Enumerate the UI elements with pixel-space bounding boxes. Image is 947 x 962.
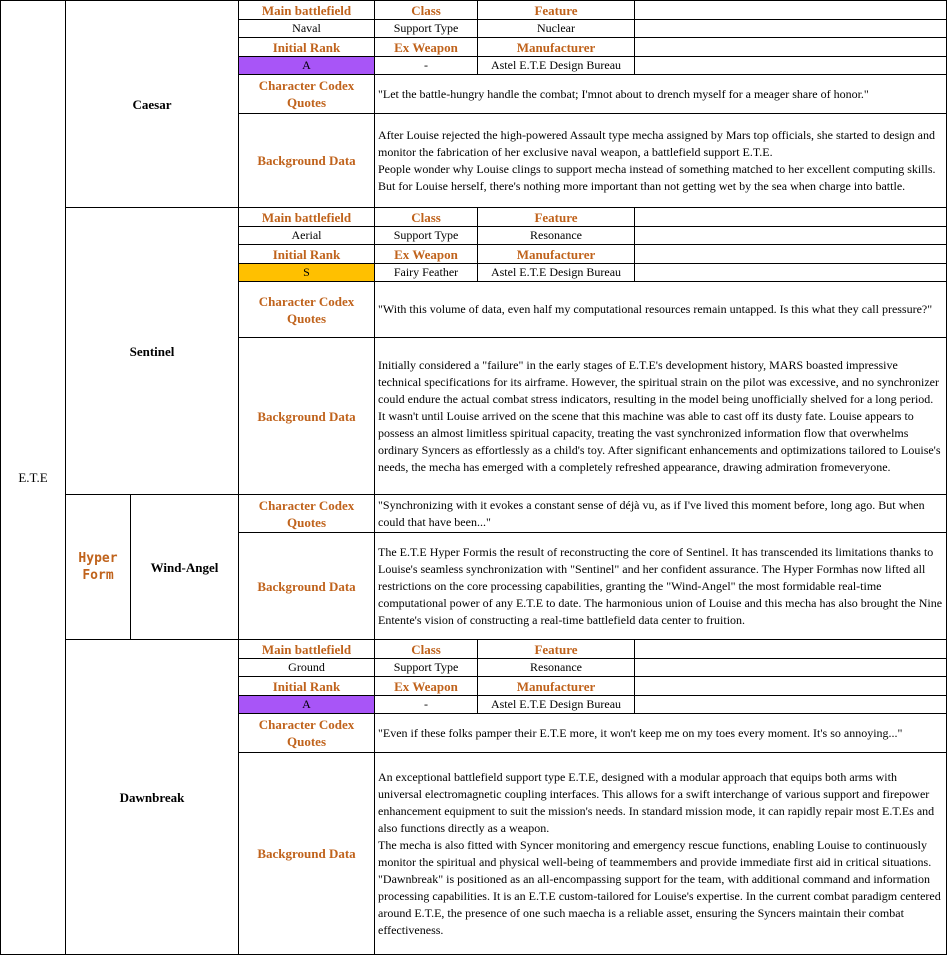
- label-background-data: Background Data: [239, 114, 375, 208]
- codex-quote: "Synchronizing with it evokes a constant sense of déjà vu, as if I've lived this moment before, long ago. But when could that have been...": [375, 495, 947, 533]
- feature-value: Nuclear: [478, 20, 635, 38]
- header-class: Class: [375, 640, 478, 659]
- main-battlefield-value: Naval: [239, 20, 375, 38]
- class-value: Support Type: [375, 20, 478, 38]
- label-background-data: Background Data: [239, 533, 375, 640]
- label-codex-quotes: Character Codex Quotes: [239, 282, 375, 338]
- mech-name-sentinel: Sentinel: [66, 208, 239, 495]
- empty-cell: [635, 640, 947, 659]
- rank-badge: S: [239, 264, 375, 282]
- header-initial-rank: Initial Rank: [239, 677, 375, 696]
- header-feature: Feature: [478, 208, 635, 227]
- header-class: Class: [375, 1, 478, 20]
- background-paragraph: It wasn't until Louise arrived on the scene that this machine was able to cast off its dusty fate. Louise appears to possess an almost limitless spiritual capacity, treating the vast synchronized information flow that overwhelms ordinary Syncers as effortlessly as a child's toy. After significant enhancements and optimizations tailored to Louise's needs, the mecha has emerged with a completely refreshed appearance, drawing admiration fromeveryone.: [378, 408, 941, 474]
- label-codex-quotes: Character Codex Quotes: [239, 75, 375, 114]
- empty-cell: [635, 57, 947, 75]
- header-manufacturer: Manufacturer: [478, 677, 635, 696]
- ex-weapon-value: -: [375, 696, 478, 714]
- ex-weapon-value: Fairy Feather: [375, 264, 478, 282]
- ex-weapon-value: -: [375, 57, 478, 75]
- rank-badge: A: [239, 57, 375, 75]
- empty-cell: [635, 208, 947, 227]
- rank-badge: A: [239, 696, 375, 714]
- background-paragraph: People wonder why Louise clings to support mecha instead of something matched to her excellent computing skills. But for Louise herself, there's nothing more important than not getting wet by the sea when charge into battle.: [378, 161, 936, 193]
- header-class: Class: [375, 208, 478, 227]
- hyper-form-label: Hyper Form: [66, 495, 131, 640]
- manufacturer-value: Astel E.T.E Design Bureau: [478, 696, 635, 714]
- codex-quote: "Let the battle-hungry handle the combat; I'mnot about to drench myself for a meager share of honor.": [375, 75, 947, 114]
- header-manufacturer: Manufacturer: [478, 38, 635, 57]
- header-initial-rank: Initial Rank: [239, 38, 375, 57]
- background-paragraph: Initially considered a "failure" in the early stages of E.T.E's development history, MARS boasted impressive technical specifications for its airframe. However, the spiritual strain on the pilot was excessive, and no synchronizer could endure the actual combat stress indicators, resulting in the model being unofficially shelved for a long period.: [378, 357, 939, 406]
- header-ex-weapon: Ex Weapon: [375, 245, 478, 264]
- main-battlefield-value: Aerial: [239, 227, 375, 245]
- manufacturer-value: Astel E.T.E Design Bureau: [478, 57, 635, 75]
- empty-cell: [635, 245, 947, 264]
- empty-cell: [635, 20, 947, 38]
- label-codex-quotes: Character Codex Quotes: [239, 714, 375, 753]
- header-feature: Feature: [478, 1, 635, 20]
- mech-name-dawnbreak: Dawnbreak: [66, 640, 239, 955]
- feature-value: Resonance: [478, 227, 635, 245]
- empty-cell: [635, 677, 947, 696]
- header-main-battlefield: Main battlefield: [239, 640, 375, 659]
- header-manufacturer: Manufacturer: [478, 245, 635, 264]
- background-text: [375, 753, 947, 955]
- header-ex-weapon: Ex Weapon: [375, 677, 478, 696]
- background-paragraph: "Dawnbreak" is positioned as an all-encompassing support for the team, with additional command and information processing capabilities. It is an E.T.E custom-tailored for Louise's expertise. In the current combat paradigm centered around E.T.E, the presence of one such maecha is a reliable asset, ensuring the Syncers maintain their combat effectiveness.: [378, 871, 941, 937]
- mech-name-caesar: Caesar: [66, 1, 239, 208]
- header-ex-weapon: Ex Weapon: [375, 38, 478, 57]
- feature-value: Resonance: [478, 659, 635, 677]
- empty-cell: [635, 38, 947, 57]
- class-value: Support Type: [375, 659, 478, 677]
- codex-quote: "With this volume of data, even half my computational resources remain untapped. Is this what they call pressure?": [375, 282, 947, 338]
- class-value: Support Type: [375, 227, 478, 245]
- empty-cell: [635, 1, 947, 20]
- manufacturer-value: Astel E.T.E Design Bureau: [478, 264, 635, 282]
- background-paragraph: An exceptional battlefield support type E.T.E, designed with a modular approach that equips both arms with universal electromagnetic coupling interfaces. This allows for a swift interchange of various support and firepower enhancement equipment to suit the mission's needs. In standard mission mode, it can rapidly repair most E.T.Es and also functions directly as a weapon.: [378, 769, 935, 835]
- background-text: [375, 114, 947, 208]
- codex-quote: "Even if these folks pamper their E.T.E more, it won't keep me on my toes every moment. It's so annoying...": [375, 714, 947, 753]
- label-background-data: Background Data: [239, 338, 375, 495]
- label-codex-quotes: Character Codex Quotes: [239, 495, 375, 533]
- label-background-data: Background Data: [239, 753, 375, 955]
- header-initial-rank: Initial Rank: [239, 245, 375, 264]
- faction-cell: E.T.E: [1, 1, 66, 955]
- background-text: The E.T.E Hyper Formis the result of reconstructing the core of Sentinel. It has transcended its limitations thanks to Louise's seamless synchronization with "Sentinel" and her confident assurance. The Hyper Formhas now lifted all restrictions on the core processing capabilities, granting the "Wind-Angel" the most formidable real-time computational power of any E.T.E to date. The harmonious union of Louise and this mecha has also brought the Nine Entente's vision of constructing a real-time battlefield data center to fruition.: [375, 533, 947, 640]
- mech-name-wind-angel: Wind-Angel: [131, 495, 239, 640]
- main-battlefield-value: Ground: [239, 659, 375, 677]
- header-main-battlefield: Main battlefield: [239, 208, 375, 227]
- empty-cell: [635, 659, 947, 677]
- empty-cell: [635, 696, 947, 714]
- background-text: [375, 338, 947, 495]
- header-feature: Feature: [478, 640, 635, 659]
- background-paragraph: The mecha is also fitted with Syncer monitoring and emergency rescue functions, enabling Louise to continuously monitor the spiritual and physical well-being of teammembers and provide immediate first aid in critical situations.: [378, 837, 932, 869]
- background-paragraph: After Louise rejected the high-powered Assault type mecha assigned by Mars top officials, she started to design and monitor the fabrication of her exclusive naval weapon, a battlefield support E.T.E.: [378, 127, 935, 159]
- empty-cell: [635, 227, 947, 245]
- empty-cell: [635, 264, 947, 282]
- header-main-battlefield: Main battlefield: [239, 1, 375, 20]
